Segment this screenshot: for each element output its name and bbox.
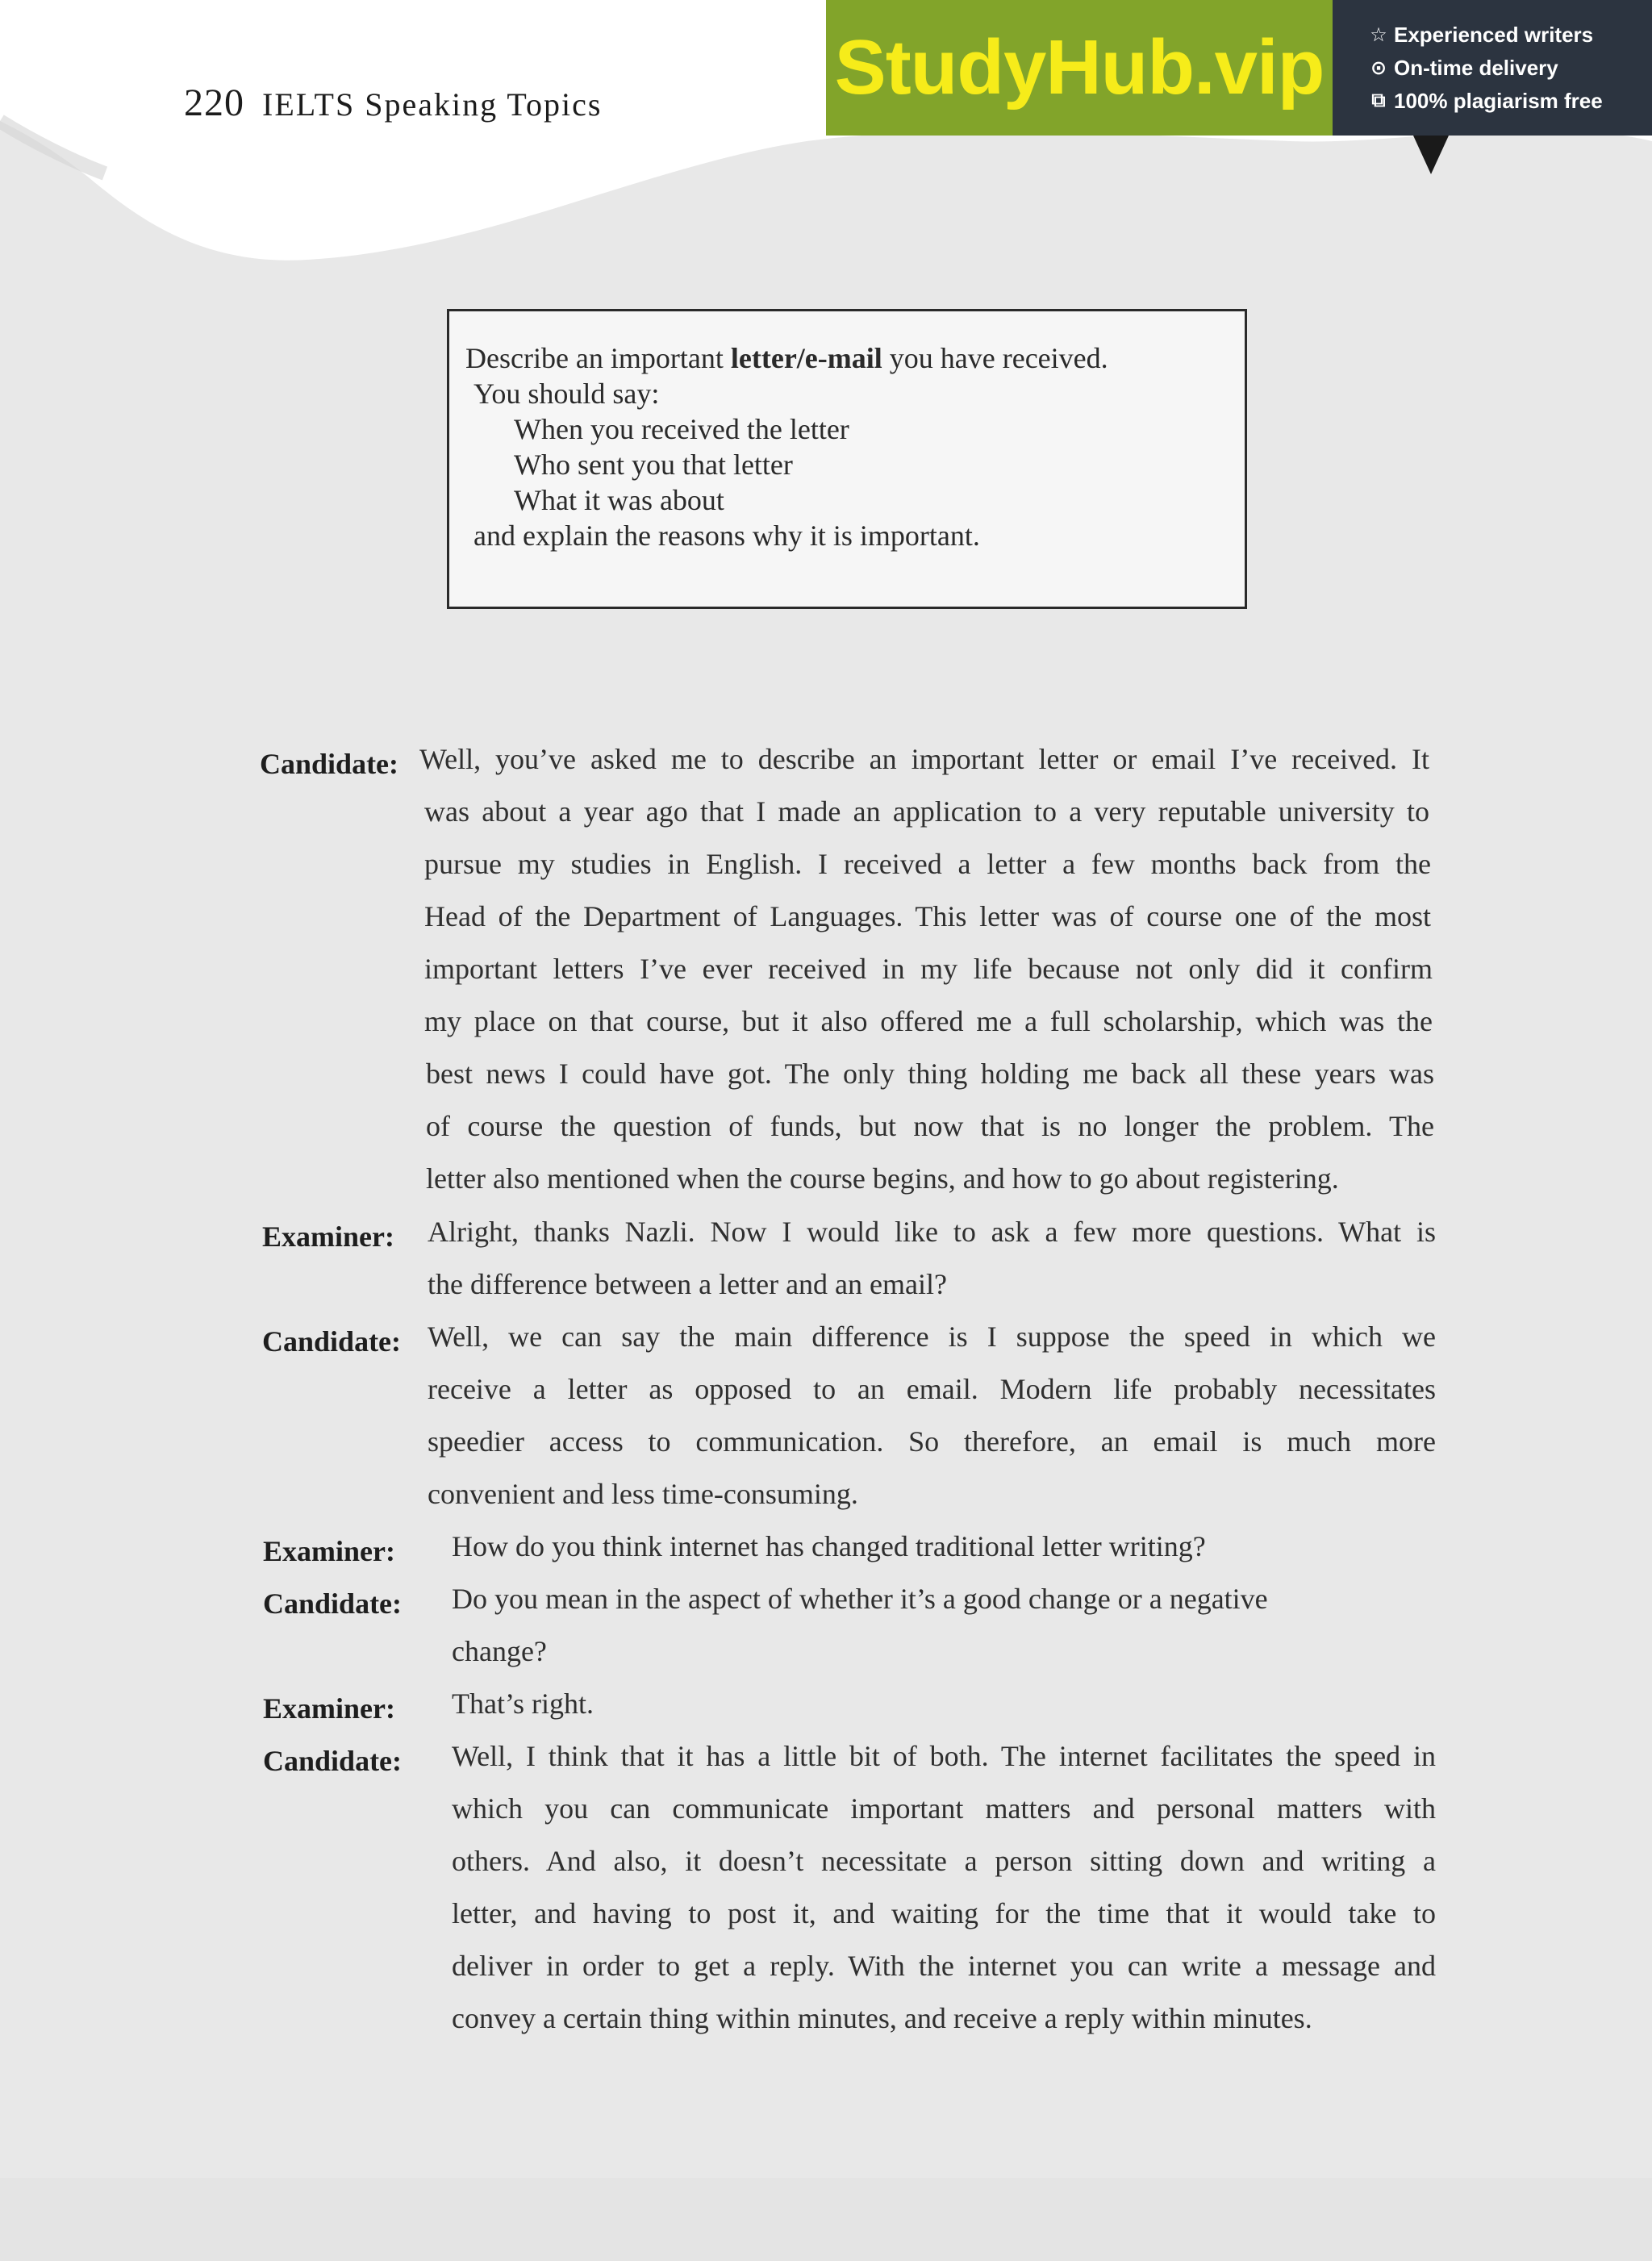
dialogue-line: my place on that course, but it also offered me a full scholarship, which was the [424, 1005, 1433, 1037]
cue-card-point: When you received the letter [514, 413, 849, 445]
intro-emphasis: letter/e-mail [730, 342, 882, 374]
dialogue-line: deliver in order to get a reply. With the internet you can write a message and [452, 1950, 1436, 1982]
dialogue-line: That’s right. [452, 1687, 594, 1720]
dialogue-line: letter also mentioned when the course begins, and how to go about registering. [426, 1162, 1339, 1195]
dialogue-line: which you can communicate important matters and personal matters with [452, 1792, 1436, 1825]
banner-arrow-icon [1413, 136, 1449, 174]
clock-icon: ⊙ [1370, 56, 1387, 79]
dialogue-line: Well, you’ve asked me to describe an important letter or email I’ve received. It [419, 743, 1429, 775]
dialogue-line: convey a certain thing within minutes, and receive a reply within minutes. [452, 2002, 1312, 2034]
dialogue-line: others. And also, it doesn’t necessitate a person sitting down and writing a [452, 1845, 1436, 1877]
dialogue-line: Do you mean in the aspect of whether it’s a good change or a negative [452, 1583, 1268, 1615]
dialogue-line: receive a letter as opposed to an email. Modern life probably necessitates [428, 1373, 1436, 1405]
dialogue-line: How do you think internet has changed traditional letter writing? [452, 1530, 1206, 1562]
intro-text-end: you have received. [882, 342, 1108, 374]
dialogue-line: convenient and less time-consuming. [428, 1478, 858, 1510]
speaker-label: Examiner: [263, 1535, 395, 1567]
dialogue-line: was about a year ago that I made an application to a very reputable university to [424, 795, 1429, 828]
feature-item [1368, 56, 1652, 81]
dialogue-line: Well, we can say the main difference is I suppose the speed in which we [428, 1320, 1436, 1353]
dialogue-line: Well, I think that it has a little bit of both. The internet facilitates the speed in [452, 1740, 1436, 1772]
studyhub-banner[interactable] [826, 0, 1652, 136]
cue-card [447, 309, 1247, 609]
cue-card-should-say: You should say: [473, 378, 660, 410]
cue-card-intro [465, 340, 1108, 376]
dialogue-line: letter, and having to post it, and waiting for the time that it would take to [452, 1897, 1436, 1929]
speaker-label: Examiner: [262, 1220, 394, 1253]
cue-card-point: Who sent you that letter [514, 448, 793, 481]
dialogue-line: Alright, thanks Nazli. Now I would like to ask a few more questions. What is [428, 1216, 1436, 1248]
book-title: IELTS Speaking Topics [262, 86, 603, 123]
dialogue-line: best news I could have got. The only thing holding me back all these years was [426, 1057, 1434, 1090]
feature-label: Experienced writers [1394, 22, 1594, 47]
speaker-label: Candidate: [263, 1745, 403, 1777]
intro-text: Describe an important [465, 342, 731, 374]
speaker-label: Candidate: [260, 748, 399, 780]
feature-label: 100% plagiarism free [1394, 88, 1603, 113]
dialogue-line: change? [452, 1635, 547, 1667]
speaker-label: Candidate: [263, 1587, 403, 1620]
dialogue-line: pursue my studies in English. I received a letter a few months back from the [424, 848, 1431, 880]
banner-features [1333, 0, 1652, 136]
feature-label: On-time delivery [1394, 55, 1558, 80]
dialogue-line: speedier access to communication. So therefore, an email is much more [428, 1425, 1436, 1458]
speaker-label: Examiner: [263, 1692, 395, 1725]
dialogue-line: Head of the Department of Languages. This letter was of course one of the most [424, 900, 1431, 932]
feature-item [1368, 89, 1652, 114]
star-icon: ☆ [1370, 23, 1387, 46]
dialogue-line: important letters I’ve ever received in my life because not only did it confirm [424, 953, 1433, 985]
running-header [184, 81, 602, 125]
speaker-label: Candidate: [262, 1325, 402, 1358]
feature-item [1368, 23, 1652, 48]
cue-card-point: What it was about [514, 484, 724, 516]
page-number: 220 [184, 81, 244, 124]
copy-icon: ⧉ [1371, 90, 1386, 111]
dialogue-line: of course the question of funds, but now that is no longer the problem. The [426, 1110, 1434, 1142]
dialogue-line: the difference between a letter and an email? [428, 1268, 947, 1300]
studyhub-logo[interactable]: StudyHub.vip [826, 0, 1333, 136]
cue-card-closing: and explain the reasons why it is important. [473, 519, 980, 552]
